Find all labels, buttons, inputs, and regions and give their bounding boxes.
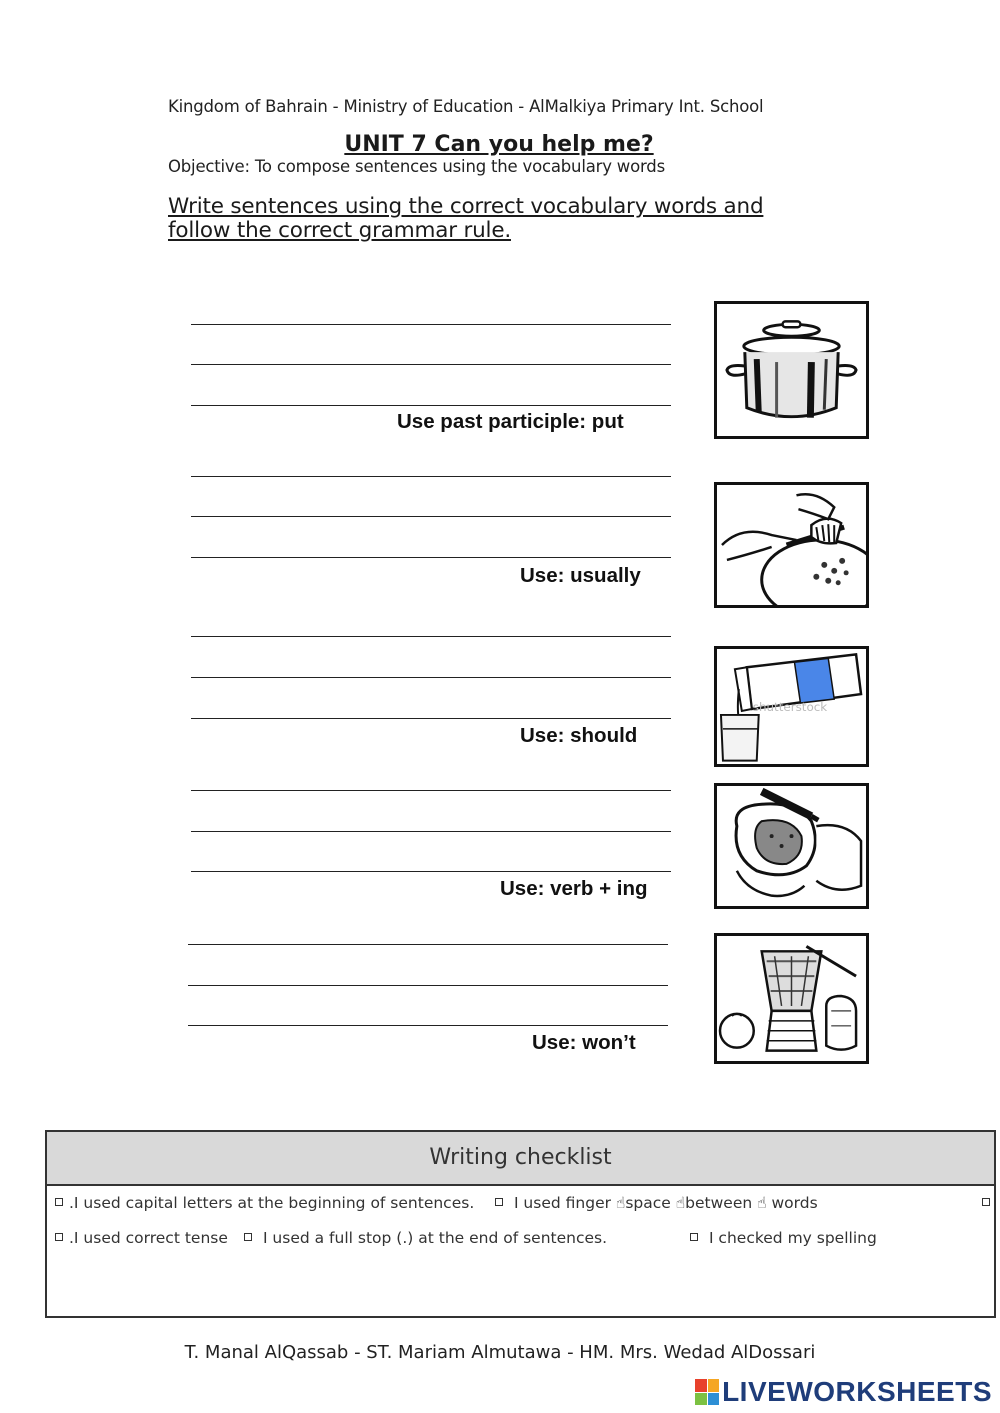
blender-icon bbox=[717, 936, 866, 1061]
answer-line[interactable] bbox=[191, 831, 671, 832]
exercise-hint: Use: usually bbox=[520, 564, 641, 587]
logo-text: LIVEWORKSHEETS bbox=[722, 1376, 992, 1407]
checklist-item-label: I checked my spelling bbox=[708, 1229, 877, 1247]
unit-title bbox=[0, 132, 999, 157]
cooking-pot-icon bbox=[717, 304, 866, 436]
answer-line[interactable] bbox=[191, 405, 671, 406]
checklist-item-label: I used finger ☝space ☝between ☝ words bbox=[513, 1194, 818, 1212]
footer-credits: T. Manal AlQassab - ST. Mariam Almutawa - HM. Mrs. Wedad AlDossari bbox=[184, 1342, 816, 1363]
checklist-item-label: I used a full stop (.) at the end of sentences. bbox=[262, 1229, 608, 1247]
answer-line[interactable] bbox=[191, 476, 671, 477]
answer-line[interactable] bbox=[188, 1025, 668, 1026]
exercise-hint: Use: won’t bbox=[532, 1031, 636, 1054]
answer-line[interactable] bbox=[191, 718, 671, 719]
logo-badge-icon bbox=[695, 1379, 719, 1405]
answer-line[interactable] bbox=[191, 364, 671, 365]
unit-title-text: UNIT 7 Can you help me? bbox=[344, 132, 654, 157]
checklist-item-label: .I used capital letters at the beginning of sentences. bbox=[69, 1194, 475, 1212]
checkbox-icon[interactable] bbox=[690, 1233, 698, 1241]
cooking-pot-image bbox=[714, 301, 869, 439]
objective: Objective: To compose sentences using the vocabulary words bbox=[168, 157, 665, 176]
answer-line[interactable] bbox=[191, 324, 671, 325]
exercise-hint: Use: should bbox=[520, 724, 638, 747]
checklist-item[interactable] bbox=[495, 1194, 818, 1212]
answer-line[interactable] bbox=[191, 557, 671, 558]
exercise-hint: Use past participle: put bbox=[397, 410, 624, 433]
answer-line[interactable] bbox=[191, 636, 671, 637]
watermark-text: shutterstock bbox=[752, 699, 828, 714]
school-line: Kingdom of Bahrain - Ministry of Education - AlMalkiya Primary Int. School bbox=[168, 97, 764, 116]
milk-carton-icon bbox=[717, 649, 866, 764]
checkbox-icon[interactable] bbox=[495, 1198, 503, 1206]
checklist-item[interactable] bbox=[244, 1229, 607, 1247]
chopping-vegetables-image bbox=[714, 482, 869, 608]
checkbox-icon[interactable] bbox=[55, 1198, 63, 1206]
checkbox-icon[interactable] bbox=[244, 1233, 252, 1241]
liveworksheets-logo[interactable] bbox=[695, 1376, 992, 1408]
pouring-milk-image bbox=[714, 646, 869, 767]
answer-line[interactable] bbox=[191, 790, 671, 791]
answer-line[interactable] bbox=[191, 516, 671, 517]
writing-checklist bbox=[45, 1130, 996, 1318]
checkbox-icon[interactable] bbox=[55, 1233, 63, 1241]
checklist-title: Writing checklist bbox=[47, 1132, 994, 1186]
checklist-item[interactable] bbox=[982, 1194, 996, 1212]
answer-line[interactable] bbox=[188, 985, 668, 986]
bread-icon bbox=[717, 786, 866, 906]
blender-image bbox=[714, 933, 869, 1064]
slicing-bread-image bbox=[714, 783, 869, 909]
instruction: Write sentences using the correct vocabulary words and follow the correct grammar rule. bbox=[168, 194, 764, 243]
answer-line[interactable] bbox=[191, 871, 671, 872]
answer-line[interactable] bbox=[191, 677, 671, 678]
checklist-item[interactable] bbox=[690, 1229, 877, 1247]
exercise-hint: Use: verb + ing bbox=[500, 877, 648, 900]
checklist-item[interactable] bbox=[55, 1229, 228, 1247]
checkbox-icon[interactable] bbox=[982, 1198, 990, 1206]
chopping-icon bbox=[717, 485, 866, 605]
answer-line[interactable] bbox=[188, 944, 668, 945]
checklist-item-label: .I used correct tense bbox=[69, 1229, 228, 1247]
checklist-item[interactable] bbox=[55, 1194, 474, 1212]
